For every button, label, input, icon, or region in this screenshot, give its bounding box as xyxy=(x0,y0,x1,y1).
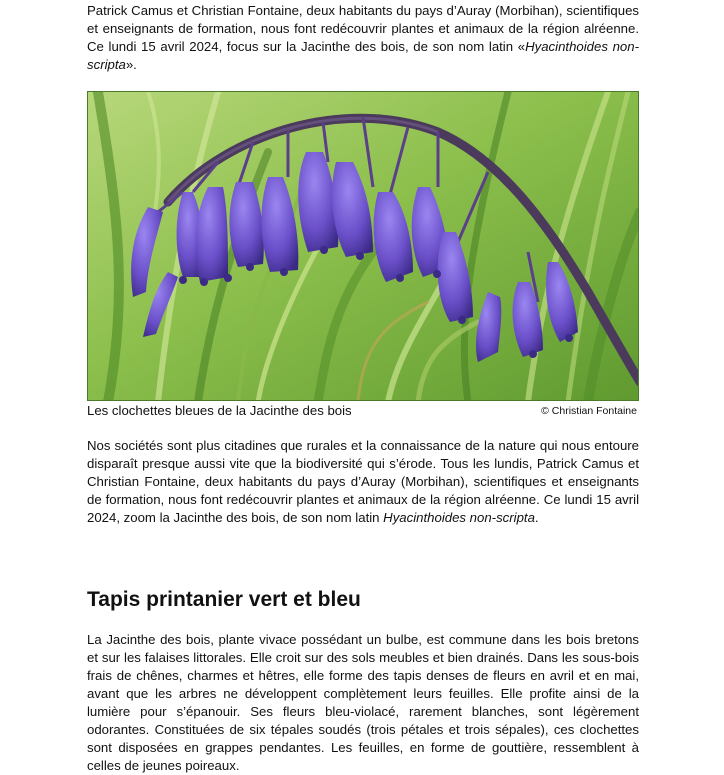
summary-paragraph xyxy=(87,437,639,527)
intro-end: ». xyxy=(125,57,137,72)
intro-latin-name: Hyacinthoides non-scripta xyxy=(87,39,639,72)
bluebell-photo xyxy=(87,91,639,401)
summary-text: Nos sociétés sont plus citadines que rurales et la connaissance de la nature qui nous entoure disparaît presque aussi vite que la biodiversité qui s’érode. Tous les lundis, Patrick Camus et Christian Fontaine, deux habitants du pays d’Auray (Morbihan), scientifiques et enseignants de formation, nous font redécouvrir plantes et animaux de la région alréenne. Ce lundi 15 avril 2024, zoom la Jacinthe des bois, de son nom latin xyxy=(87,438,639,525)
bluebell-illustration xyxy=(88,92,639,401)
section-heading: Tapis printanier vert et bleu xyxy=(87,588,361,611)
photo-caption-row xyxy=(87,402,639,420)
intro-text: Patrick Camus et Christian Fontaine, deux habitants du pays d’Auray (Morbihan), scientifiques et enseignants de formation, nous font redécouvrir plantes et animaux de la région alréenne. Ce lundi 15 avril 2024, focus sur la Jacinthe des bois, de son nom latin « xyxy=(87,3,639,54)
intro-paragraph xyxy=(87,2,639,74)
summary-end: . xyxy=(534,510,539,525)
body-paragraph: La Jacinthe des bois, plante vivace possédant un bulbe, est commune dans les bois bretons et sur les falaises littorales. Elle croit sur des sols meubles et bien drainés. Dans les sous-bois frais de chênes, charmes et hêtres, elle forme des tapis denses de fleurs en avril et en mai, avant que les arbres ne développent complètement leurs feuilles. Elle profite ainsi de la lumière pour s’épanouir. Ses fleurs bleu-violacé, rarement blanches, sont légèrement odorantes. Constituées de six tépales soudés (trois pétales et trois sépales), ces clochettes sont disposées en grappes pendantes. Les feuilles, en forme de gouttière, ressemblent à celles de jeunes poireaux. xyxy=(87,632,639,773)
photo-caption: Les clochettes bleues de la Jacinthe des bois xyxy=(87,403,352,418)
summary-latin-name: Hyacinthoides non-scripta xyxy=(383,510,535,525)
photo-credit: © Christian Fontaine xyxy=(541,405,637,417)
